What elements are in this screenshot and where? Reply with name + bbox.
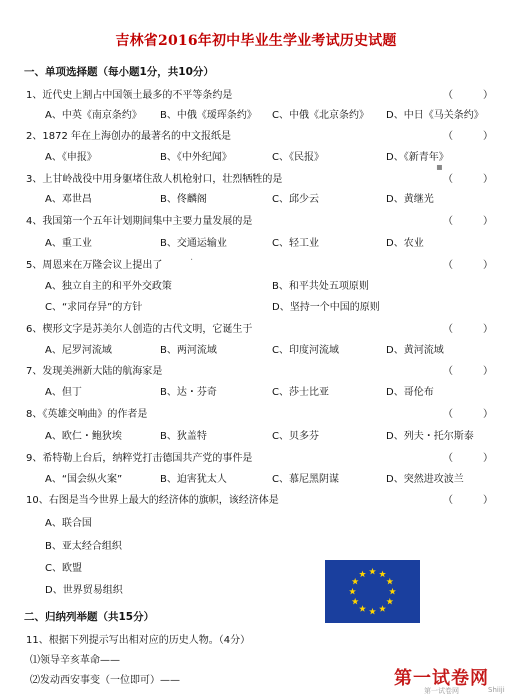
flag-star [349,588,356,595]
option-d: D、黄继光 [386,194,434,205]
option-d: D、列夫・托尔斯泰 [386,431,474,442]
option-b: B、迫害犹太人 [160,474,227,485]
flag-star [386,598,393,605]
flag-star [352,598,359,605]
option-b: B、《中外纪闻》 [160,152,232,163]
option-a: A、邓世昌 [45,194,92,205]
option-c: C、欧盟 [45,563,82,574]
answer-paren: （ ） [443,324,493,335]
option-a: A、“国会纵火案” [45,474,123,485]
question-11-item-1: ⑴领导辛亥革命—— [30,655,120,666]
question-1-stem: 1、近代史上割占中国领土最多的不平等条约是 [26,90,233,101]
answer-paren: （ ） [443,90,493,101]
answer-paren: （ ） [443,260,493,271]
option-b: B、和平共处五项原则 [272,281,369,292]
option-c: C、贝多芬 [272,431,319,442]
option-b: B、亚太经合组织 [45,541,122,552]
option-a: A、尼罗河流域 [45,345,112,356]
flag-star [389,588,396,595]
option-c: C、莎士比亚 [272,387,329,398]
question-3-stem: 3、上甘岭战役中用身躯堵住敌人机枪射口，壮烈牺牲的是 [26,174,283,185]
option-d: D、中日《马关条约》 [386,110,484,121]
option-b: B、佟麟阁 [160,194,207,205]
option-a: A、但丁 [45,387,82,398]
option-d: D、农业 [386,238,424,249]
option-a: A、联合国 [45,518,92,529]
option-d: D、《新青年》 [386,152,449,163]
option-d: D、哥伦布 [386,387,434,398]
question-6-stem: 6、楔形文字是苏美尔人创造的古代文明，它诞生于 [26,324,253,335]
option-a: A、中英《南京条约》 [45,110,142,121]
answer-paren: （ ） [443,409,493,420]
option-b: B、达・芬奇 [160,387,217,398]
option-c: C、《民报》 [272,152,324,163]
answer-paren: （ ） [443,216,493,227]
question-11-stem: 11、根据下列提示写出相对应的历史人物。（4分） [26,635,251,646]
option-c: C、印度河流域 [272,345,339,356]
option-b: B、狄盖特 [160,431,207,442]
question-11-item-2: ⑵发动西安事变（一位即可）—— [30,675,180,686]
option-d: D、黄河流域 [386,345,444,356]
option-a: A、独立自主的和平外交政策 [45,281,172,292]
answer-paren: （ ） [443,131,493,142]
option-d: D、突然进攻波兰 [386,474,464,485]
option-c: C、“求同存异”的方针 [45,302,143,313]
option-b: B、两河流域 [160,345,217,356]
section-1-heading: 一、单项选择题（每小题1分，共10分） [24,66,214,78]
question-8-stem: 8、《英雄交响曲》的作者是 [26,409,148,420]
eu-flag-icon [325,560,420,623]
question-4-stem: 4、我国第一个五年计划期间集中主要力量发展的是 [26,216,253,227]
option-c: C、慕尼黑阴谋 [272,474,339,485]
question-9-stem: 9、希特勒上台后，纳粹党打击德国共产党的事件是 [26,453,253,464]
watermark-subtext: 第一试卷网 [424,687,459,695]
question-7-stem: 7、发现美洲新大陆的航海家是 [26,366,163,377]
option-a: A、重工业 [45,238,92,249]
option-d: D、坚持一个中国的原则 [272,302,380,313]
stray-mark: ▪ [436,162,443,173]
option-b: B、交通运输业 [160,238,227,249]
answer-paren: （ ） [443,366,493,377]
stray-mark: · [190,255,194,266]
watermark-code: Shiiji [488,686,505,694]
exam-title: 吉林省2016年初中毕业生学业考试历史试题 [115,33,397,49]
flag-star [369,568,376,575]
flag-star [352,578,359,585]
option-c: C、中俄《北京条约》 [272,110,369,121]
eu-flag-stars [325,560,420,623]
flag-star [369,608,376,615]
option-d: D、世界贸易组织 [45,585,123,596]
question-2-stem: 2、1872 年在上海创办的最著名的中文报纸是 [26,131,231,142]
watermark-brand: 第一试卷网 [394,668,489,689]
question-5-stem: 5、周恩来在万隆会议上提出了 [26,260,163,271]
flag-star [359,605,366,612]
question-10-stem: 10、右图是当今世界上最大的经济体的旗帜，该经济体是 [26,495,279,506]
flag-star [386,578,393,585]
answer-paren: （ ） [443,174,493,185]
option-a: A、欧仁・鲍狄埃 [45,431,122,442]
flag-star [379,571,386,578]
flag-star [379,605,386,612]
flag-star [359,571,366,578]
answer-paren: （ ） [443,495,493,506]
option-b: B、中俄《瑷珲条约》 [160,110,257,121]
option-c: C、轻工业 [272,238,319,249]
answer-paren: （ ） [443,453,493,464]
section-2-heading: 二、归纳列举题（共15分） [24,611,155,623]
option-c: C、邱少云 [272,194,319,205]
option-a: A、《申报》 [45,152,97,163]
